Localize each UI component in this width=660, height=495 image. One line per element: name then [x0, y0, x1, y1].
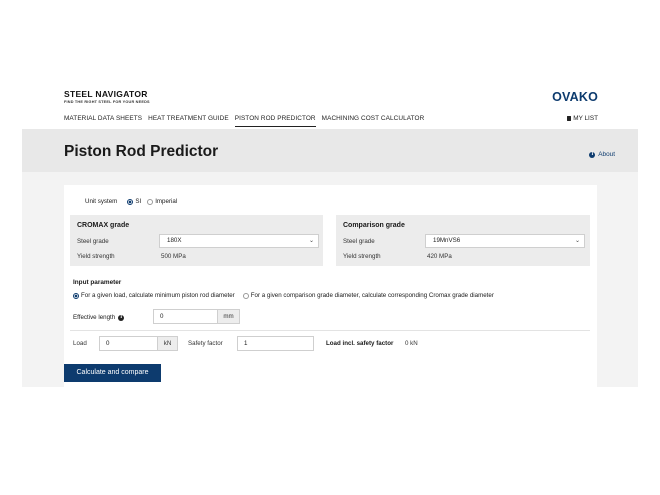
unit-si-option[interactable]	[127, 198, 141, 205]
about-label: About	[598, 151, 615, 158]
unit-imperial-option[interactable]	[147, 198, 177, 205]
unit-imperial-label: Imperial	[155, 198, 178, 205]
cromax-grade-panel	[70, 215, 323, 266]
load-incl-safety-value: 0 kN	[405, 340, 418, 347]
cromax-yield-value: 500 MPa	[161, 253, 186, 260]
radio-checked-icon[interactable]	[73, 293, 79, 299]
cromax-steel-grade-label: Steel grade	[77, 238, 109, 245]
load-incl-safety-label: Load incl. safety factor	[326, 340, 394, 347]
effective-length-unit: mm	[218, 309, 240, 324]
load-label: Load	[73, 340, 87, 347]
brand-subtitle: FIND THE RIGHT STEEL FOR YOUR NEEDS	[64, 100, 150, 104]
nav-heat-treatment-guide[interactable]: HEAT TREATMENT GUIDE	[148, 115, 229, 122]
param-option-corresponding-diameter[interactable]	[243, 292, 494, 299]
page-title: Piston Rod Predictor	[64, 143, 219, 160]
comparison-yield-label: Yield strength	[343, 253, 381, 260]
comparison-grade-title: Comparison grade	[343, 222, 405, 229]
unit-system-row	[85, 198, 177, 205]
comparison-grade-panel	[336, 215, 590, 266]
param-option-min-diameter[interactable]	[73, 292, 235, 299]
cromax-steel-grade-value: 180X	[167, 237, 182, 244]
safety-factor-label: Safety factor	[188, 340, 223, 347]
cromax-yield-label: Yield strength	[77, 253, 115, 260]
divider	[70, 330, 590, 331]
radio-unchecked-icon[interactable]	[243, 293, 249, 299]
chevron-down-icon: ⌄	[574, 238, 580, 244]
input-parameter-title: Input parameter	[73, 279, 122, 286]
list-icon	[567, 116, 571, 121]
my-list-link[interactable]	[567, 115, 598, 122]
comparison-steel-grade-select[interactable]	[425, 234, 585, 248]
safety-factor-input[interactable]: 1	[237, 336, 314, 351]
main-nav	[64, 115, 430, 127]
comparison-steel-grade-label: Steel grade	[343, 238, 375, 245]
nav-machining-cost-calculator[interactable]: MACHINING COST CALCULATOR	[321, 115, 425, 122]
brand[interactable]	[64, 89, 150, 104]
nav-material-data-sheets[interactable]: MATERIAL DATA SHEETS	[64, 115, 143, 122]
brand-title: STEEL NAVIGATOR	[64, 89, 148, 99]
load-input[interactable]: 0	[99, 336, 158, 351]
cromax-grade-title: CROMAX grade	[77, 222, 130, 229]
radio-unchecked-icon[interactable]	[147, 199, 153, 205]
param-option-corresponding-diameter-label: For a given comparison grade diameter, calculate corresponding Cromax grade diameter	[250, 292, 494, 299]
my-list-label: MY LIST	[573, 115, 598, 122]
radio-checked-icon[interactable]	[127, 199, 133, 205]
nav-piston-rod-predictor[interactable]: PISTON ROD PREDICTOR	[235, 115, 316, 127]
unit-system-label: Unit system	[85, 198, 118, 205]
param-option-min-diameter-label: For a given load, calculate minimum piston rod diameter	[81, 292, 235, 299]
info-icon[interactable]: i	[118, 315, 124, 321]
chevron-down-icon: ⌄	[308, 238, 314, 244]
comparison-yield-value: 420 MPa	[427, 253, 452, 260]
calculate-and-compare-button[interactable]: Calculate and compare	[64, 364, 161, 382]
ovako-logo[interactable]: OVAKO	[552, 90, 598, 104]
comparison-steel-grade-value: 19MnVS6	[433, 237, 461, 244]
effective-length-input[interactable]: 0	[153, 309, 218, 324]
load-unit: kN	[158, 336, 178, 351]
info-icon: i	[589, 152, 595, 158]
effective-length-label: Effective length	[73, 314, 116, 321]
unit-si-label: SI	[135, 198, 142, 205]
about-link[interactable]	[589, 151, 615, 158]
effective-length-label-row	[73, 314, 124, 321]
input-parameter-options	[73, 292, 494, 299]
cromax-steel-grade-select[interactable]	[159, 234, 319, 248]
